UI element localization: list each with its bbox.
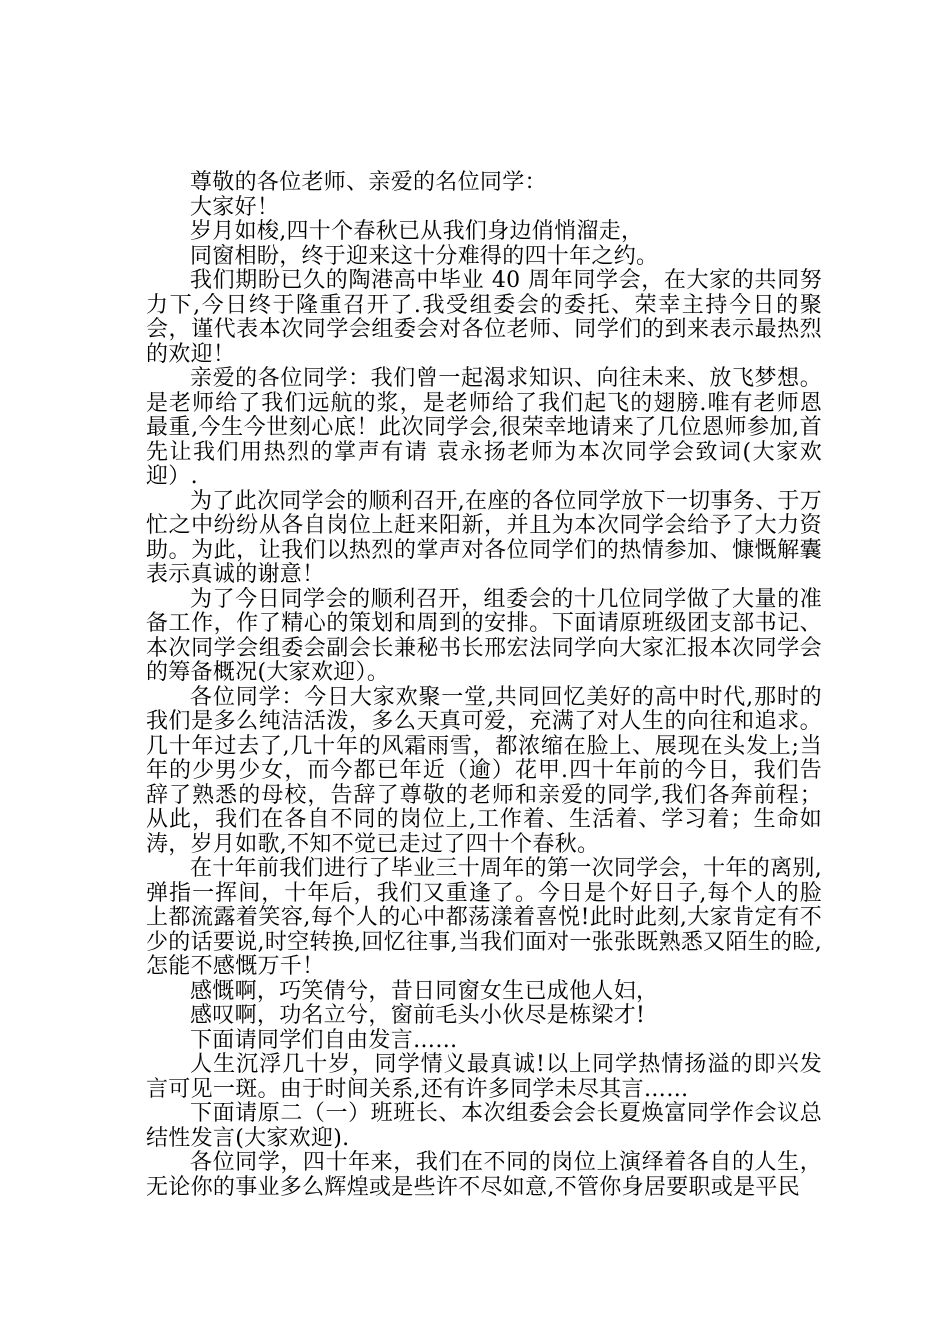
memories-paragraph: 各位同学：今日大家欢聚一堂,共同回忆美好的高中时代,那时的我们是多么纯洁活泼，多么天真可爱，充满了对人生的向往和追求。几十年过去了,几十年的风霜雨雪，都浓缩在脸上、展现在头发上;当年的少男少女，而今都已年近（逾）花甲.四十年前的今日，我们告辞了熟悉的母校，告辞了尊敬的老师和亲爱的同学,我们各奔前程；从此，我们在各自不同的岗位上,工作着、生活着、学习着；生命如涛，岁月如歌,不知不觉已走过了四十个春秋。 xyxy=(146,684,822,857)
free-speech-paragraph: 下面请同学们自由发言…… xyxy=(190,1027,458,1053)
teacher-paragraph: 亲爱的各位同学：我们曾一起渴求知识、向往未来、放飞梦想。是老师给了我们远航的浆，是老师给了我们起飞的翅膀.唯有老师恩最重,今生今世刻心底！此次同学会,很荣幸地请来了几位恩师参加,首先让我们用热烈的掌声有请 袁永扬老师为本次同学会致词(大家欢迎）. xyxy=(146,366,822,489)
closing-paragraph: 各位同学，四十年来，我们在不同的岗位上演绎着各自的人生，无论你的事业多么辉煌或是些许不尽如意,不管你身居要职或是平民 xyxy=(146,1150,822,1200)
thanks-paragraph: 为了此次同学会的顺利召开,在座的各位同学放下一切事务、于万忙之中纷纷从各自岗位上赶来阳新，并且为本次同学会给予了大力资助。为此，让我们以热烈的掌声对各位同学们的热情参加、慷慨解囊表示真诚的谢意！ xyxy=(146,488,822,587)
poem-line-2: 同窗相盼，终于迎来这十分难得的四十年之约。 xyxy=(190,243,659,269)
salutation: 尊敬的各位老师、亲爱的名位同学： xyxy=(190,170,547,195)
poem-line-1: 岁月如梭,四十个春秋已从我们身边俏悄溜走， xyxy=(190,219,644,244)
committee-paragraph: 为了今日同学会的顺利召开，组委会的十几位同学做了大量的准备工作，作了精心的策划和周到的安排。下面请原班级团支部书记、本次同学会组委会副会长兼秘书长邢宏法同学向大家汇报本次同学会的筹备概况(大家欢迎）。 xyxy=(146,586,822,685)
friendship-paragraph: 人生沉浮几十岁，同学情义最真诚!以上同学热情扬溢的即兴发言可见一斑。由于时间关系,还有许多同学未尽其言…… xyxy=(146,1052,822,1102)
verse-line-1: 感慨啊，巧笑倩兮，昔日同窗女生已成他人妇， xyxy=(190,978,659,1004)
reunion-paragraph: 在十年前我们进行了毕业三十周年的第一次同学会，十年的离别,弹指一挥间，十年后，我们又重逢了。今日是个好日子,每个人的脸上都流露着笑容,每个人的心中都荡漾着喜悦!此时此刻,大家肯定有不少的话要说,时空转换,回忆往事,当我们面对一张张既熟悉又陌生的睑,怎能不感慨万千！ xyxy=(146,856,822,979)
verse-line-2: 感叹啊，功名立兮，窗前毛头小伙尽是栋梁才! xyxy=(190,1003,646,1028)
welcome-paragraph: 我们期盼已久的陶港高中毕业 40 周年同学会，在大家的共同努力下,今日终于隆重召开了.我受组委会的委托、荣幸主持今日的聚会，谨代表本次同学会组委会对各位老师、同学们的到来表示最热烈的欢迎！ xyxy=(146,268,822,367)
greeting-paragraph: 大家好！ xyxy=(190,194,280,220)
summary-intro-paragraph: 下面请原二（一）班班长、本次组委会会长夏焕富同学作会议总结性发言(大家欢迎). xyxy=(146,1101,822,1151)
speech-body xyxy=(146,171,822,1200)
